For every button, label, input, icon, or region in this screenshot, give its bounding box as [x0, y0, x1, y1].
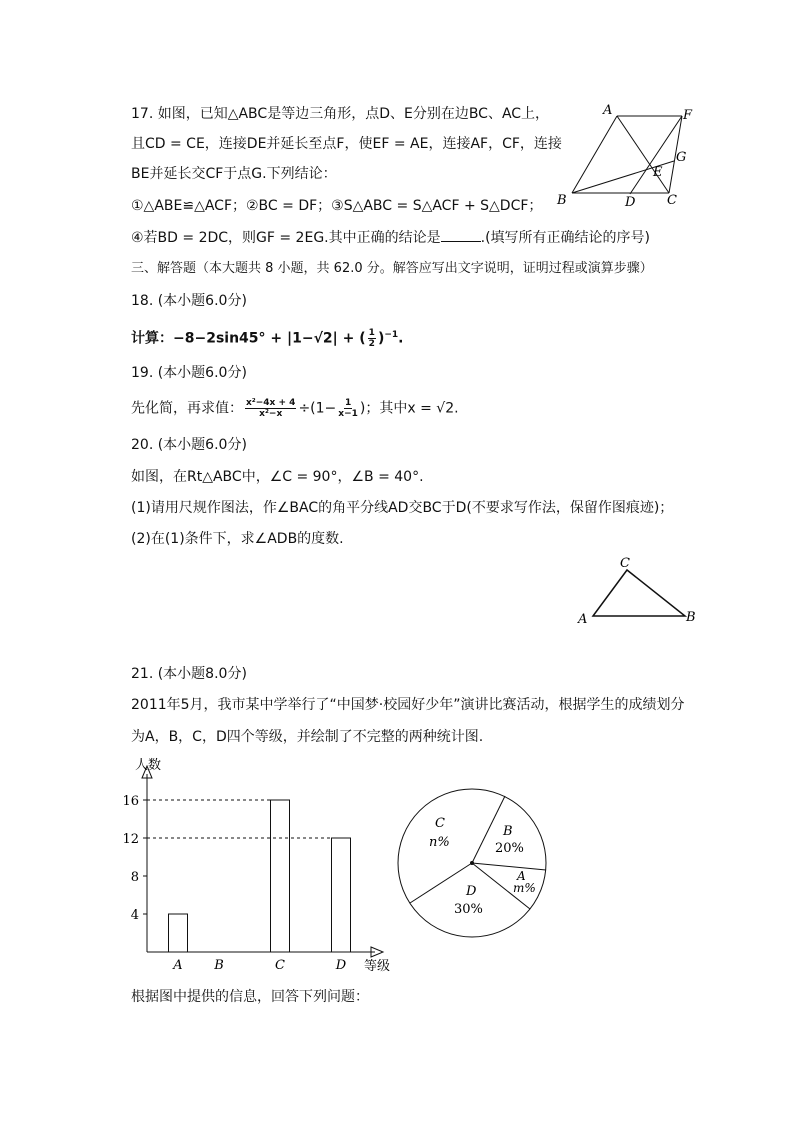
q20-label-c: C [620, 556, 630, 571]
x-tick-label-d: D [335, 958, 347, 973]
q19-head: 19. (本小题6.0分) [131, 365, 247, 381]
q19-frac2-den: x−1 [338, 409, 358, 419]
x-axis-title: 等级 [364, 959, 391, 974]
pie-pct-d: 30% [454, 902, 483, 917]
y-tick-label: 12 [122, 832, 139, 847]
pie-divider-ba [472, 863, 546, 870]
q17-line-2: 且CD = CE，连接DE并延长至点F，使EF = AE，连接AF，CF，连接 [131, 136, 562, 152]
q18-head: 18. (本小题6.0分) [131, 293, 247, 309]
q18-body [131, 325, 403, 349]
q21-line-1: 2011年5月，我市某中学举行了“中国梦·校园好少年”演讲比赛活动，根据学生的成绩划分 [131, 697, 685, 713]
pie-label-d: D [466, 884, 477, 899]
section-3-heading: 三、解答题（本大题共 8 小题，共 62.0 分。解答应写出文字说明，证明过程或演算步骤） [131, 261, 653, 276]
y-tick-label: 8 [130, 870, 139, 885]
pie-center [470, 861, 474, 865]
q20-triangle-figure [575, 552, 705, 630]
pie-label-a: A [517, 869, 526, 883]
q19-body [131, 398, 459, 419]
q19-frac1-den: x²−x [259, 409, 283, 419]
q17-figure [555, 98, 705, 213]
x-tick-label-b: B [214, 958, 224, 973]
q19-frac2-num: 1 [344, 398, 352, 408]
q17-line-4: ①△ABE≌△ACF；②BC = DF；③S△ABC = S△ACF + S△DCF； [131, 198, 543, 214]
q20-line-1: 如图，在Rt△ABC中，∠C = 90°，∠B = 40°. [131, 469, 424, 485]
q17-label-b: B [557, 193, 567, 208]
q20-label-b: B [686, 610, 696, 625]
q17-label-a: A [603, 103, 613, 118]
pie-pct-b: 20% [495, 841, 524, 856]
pie-chart [393, 784, 553, 944]
q18-body-a: 计算：−8−2sin45° + |1−√2| + ( [131, 330, 366, 347]
q17-label-g: G [676, 150, 687, 165]
q18-frac-den: 2 [368, 339, 375, 350]
q19-fraction-2 [338, 398, 358, 419]
q21-line-2: 为A，B，C，D四个等级，并绘制了不完整的两种统计图. [131, 729, 484, 745]
q17-line-5-text: ④若BD = 2DC，则GF = 2EG.其中正确的结论是 [131, 230, 441, 246]
q18-exponent: −1 [384, 330, 399, 340]
q19-body-a: 先化简，再求值： [131, 400, 243, 417]
q20-head: 20. (本小题6.0分) [131, 437, 247, 453]
y-tick-label: 4 [130, 908, 139, 923]
q17-line-5-tail: .(填写所有正确结论的序号) [480, 230, 650, 246]
q17-label-e: E [653, 165, 663, 180]
pie-label-c: C [435, 816, 445, 831]
q17-label-f: F [683, 108, 693, 123]
q17-label-d: D [625, 195, 636, 210]
q18-frac-num: 1 [368, 328, 375, 339]
q20-line-3: (2)在(1)条件下，求∠ADB的度数. [131, 531, 344, 547]
q19-frac1-num: x²−4x + 4 [246, 398, 296, 408]
pie-label-b: B [503, 824, 513, 839]
q21-footer: 根据图中提供的信息，回答下列问题： [131, 989, 369, 1005]
q18-body-b: ) [377, 330, 385, 347]
q19-body-b: ÷(1− [298, 400, 337, 417]
q18-fraction [368, 328, 376, 349]
q17-label-c: C [667, 193, 677, 208]
q19-body-c: )；其中x = √2. [359, 400, 459, 417]
x-tick-label-a: A [173, 958, 183, 973]
q20-line-2: (1)请用尺规作图法，作∠BAC的角平分线AD交BC于D(不要求写作法，保留作图痕迹)； [131, 500, 674, 516]
q18-body-c: . [398, 330, 404, 347]
bar-a [169, 914, 188, 952]
q21-head: 21. (本小题8.0分) [131, 666, 247, 682]
y-axis-title: 人数 [135, 758, 162, 773]
q17-line-3: BE并延长交CF于点G.下列结论： [131, 166, 337, 182]
q19-fraction-1 [245, 398, 296, 419]
q17-line-5 [131, 227, 650, 248]
x-tick-label-c: C [275, 958, 285, 973]
pie-pct-c: n% [429, 835, 450, 850]
bar-chart [120, 752, 400, 977]
pie-pct-a: m% [513, 881, 536, 895]
answer-blank [441, 227, 481, 242]
pie-divider-dc [410, 863, 472, 903]
bar-d [332, 838, 351, 952]
q20-label-a: A [578, 612, 588, 627]
y-tick-label: 16 [122, 794, 139, 809]
bar-c [271, 800, 290, 952]
q17-line-1: 17. 如图，已知△ABC是等边三角形，点D、E分别在边BC、AC上， [131, 106, 550, 122]
